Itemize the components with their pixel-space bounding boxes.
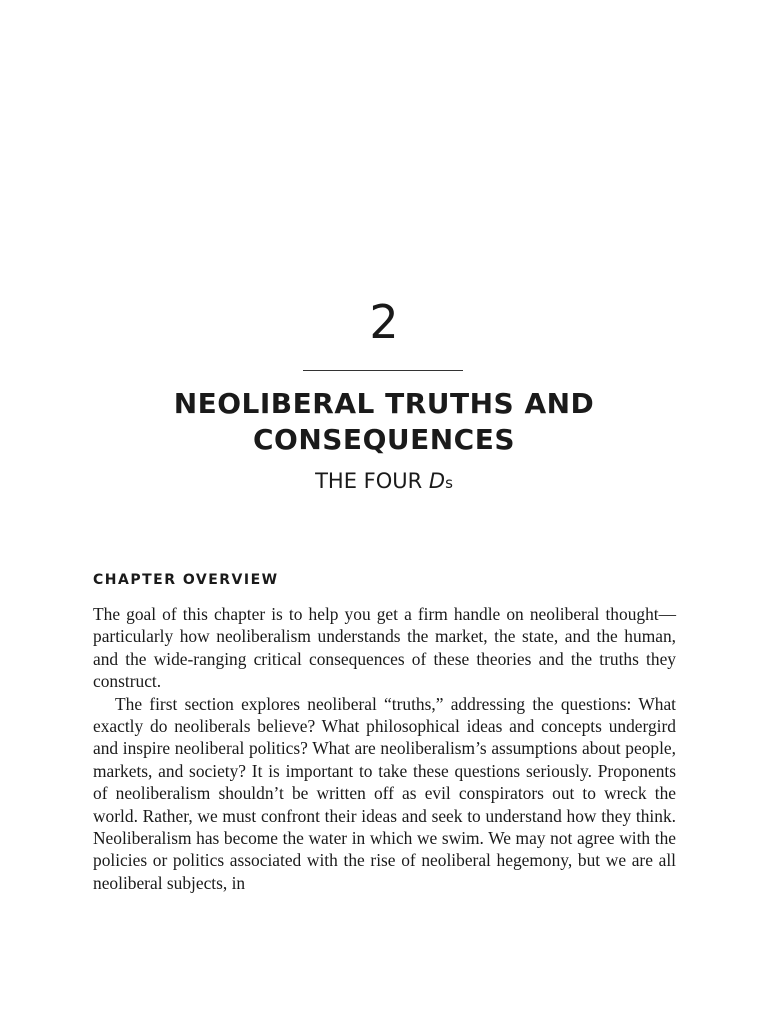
subtitle-suffix: s [445,474,453,492]
chapter-number: 2 [369,295,399,349]
chapter-subtitle [0,465,768,499]
section-heading: CHAPTER OVERVIEW [93,572,279,588]
chapter-title-line-1: NEOLIBERAL TRUTHS AND [173,387,595,420]
chapter-divider [303,370,463,371]
subtitle-prefix: THE FOUR [315,469,429,493]
body-text [93,603,676,894]
subtitle-italic-d: D [428,469,446,493]
chapter-title-line-2: CONSEQUENCES [252,423,516,456]
paragraph-1: The goal of this chapter is to help you get a firm handle on neoliberal thought—particularly how neoliberalism understands the market, the state, and the human, and the wide-ranging critical consequences of these theories and the truths they construct. [93,604,676,692]
paragraph-2: The first section explores neoliberal “truths,” addressing the questions: What exactly do neoliberals believe? What philosophical ideas and concepts undergird and inspire neoliberal politics? What are neoliberalism’s assumptions about people, markets, and society? It is important to take these questions seriously. Proponents of neoliberalism shouldn’t be written off as evil conspirators out to wreck the world. Rather, we must confront their ideas and seek to understand how they think. Neoliberalism has become the water in which we swim. We may not agree with the policies or politics associated with the rise of neoliberal hegemony, but we are all neoliberal subjects, in [93,693,676,893]
chapter-title [0,386,768,458]
